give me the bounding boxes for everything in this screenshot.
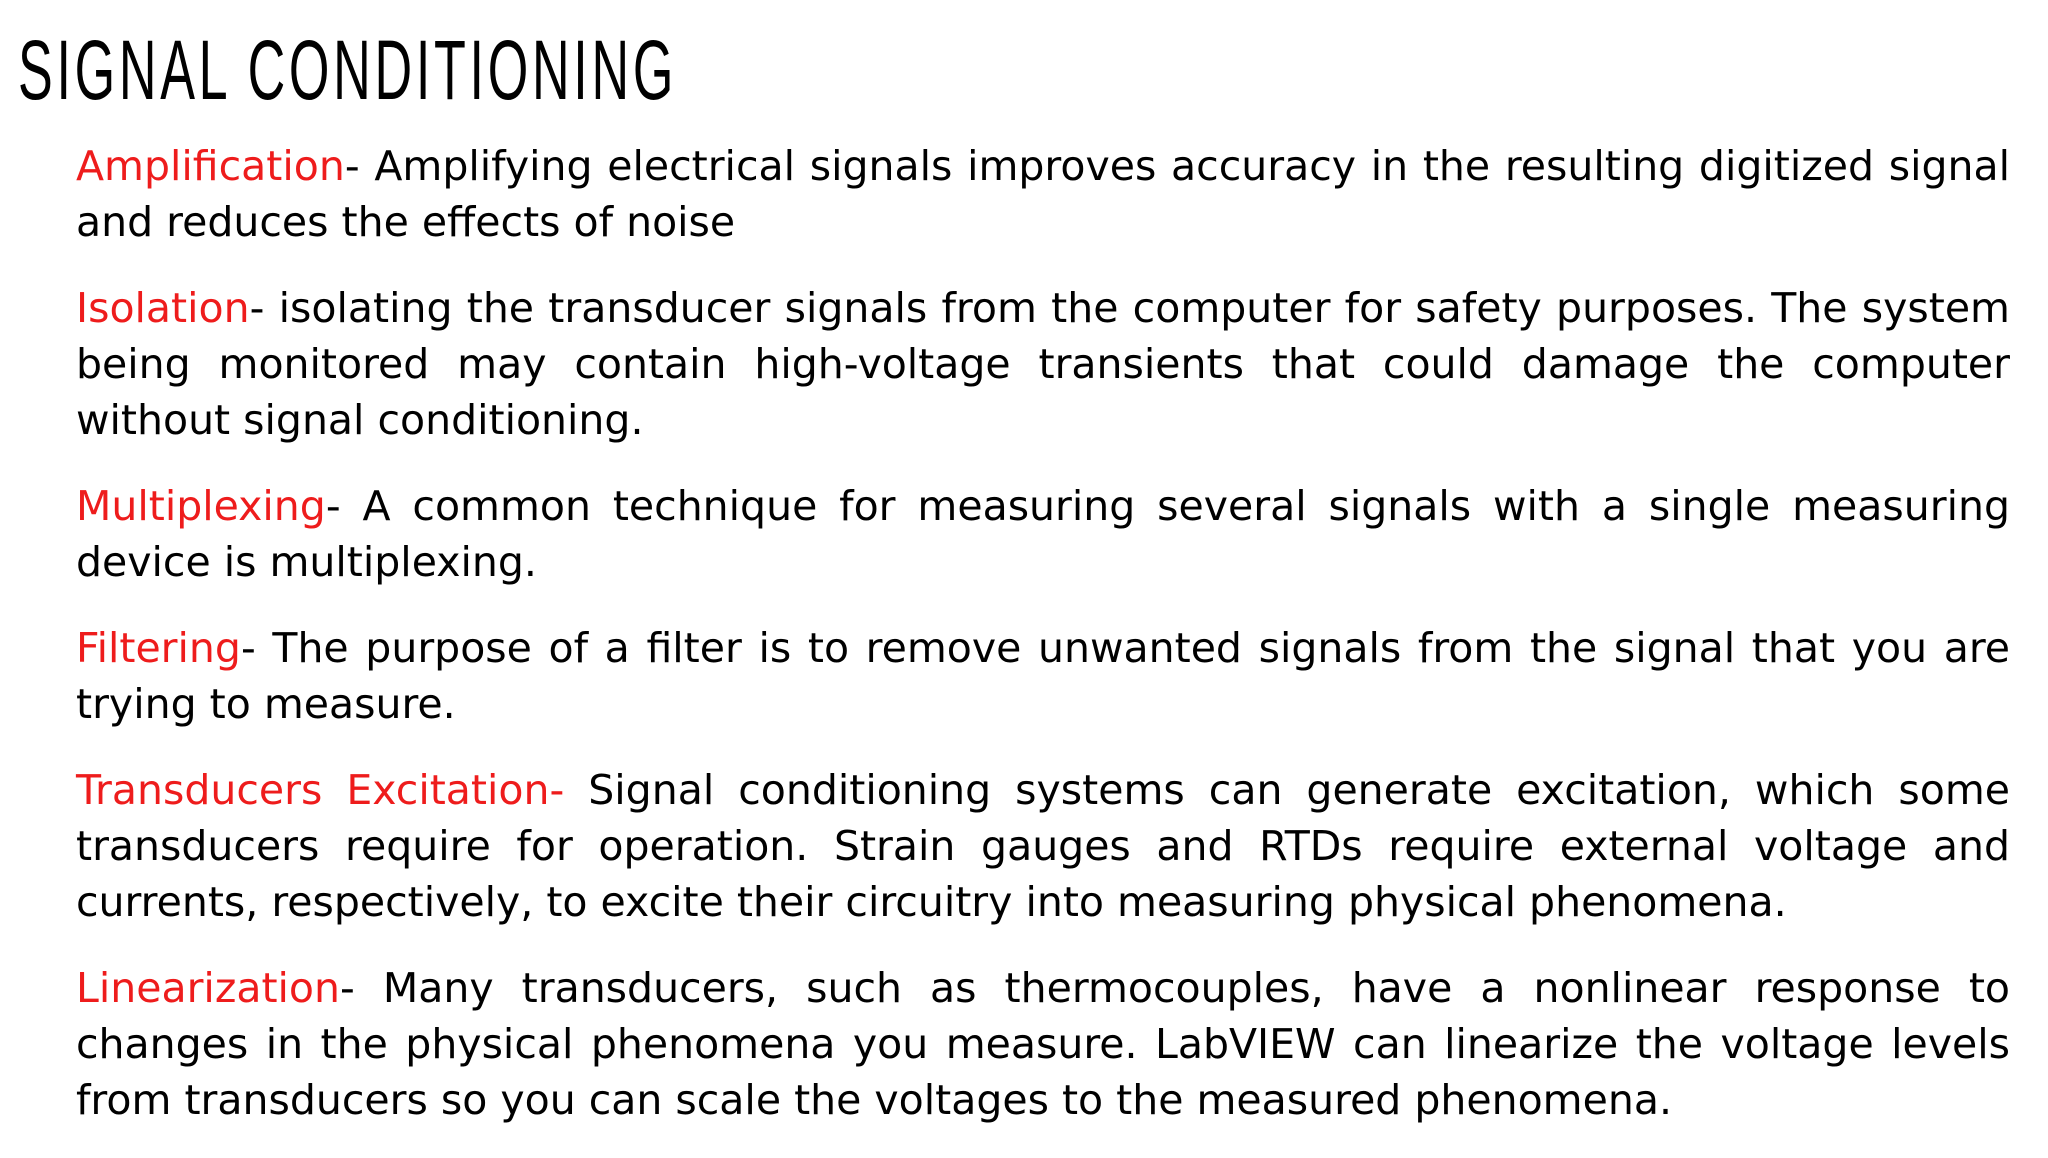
term-separator: - <box>325 482 363 530</box>
term-label: Amplification <box>76 142 345 190</box>
list-item-multiplexing <box>76 478 2010 590</box>
list-item-filtering <box>76 620 2010 732</box>
list-item-isolation <box>76 280 2010 448</box>
term-label: Transducers Excitation- <box>76 766 589 814</box>
term-label: Filtering <box>76 624 241 672</box>
item-description: Signal conditioning systems can generate excitation, which some transducers require for operation. Strain gauges and RTDs require external voltage and currents, respectively, to excite their circuitry into measuring physical phenomena. <box>76 766 2010 926</box>
item-description: The purpose of a filter is to remove unwanted signals from the signal that you are trying to measure. <box>76 624 2011 728</box>
list-item-transducers-excitation <box>76 762 2010 930</box>
term-label: Multiplexing <box>76 482 326 530</box>
slide-title: SIGNAL CONDITIONING <box>18 23 678 117</box>
term-separator: - <box>240 624 273 672</box>
item-description: Many transducers, such as thermocouples, have a nonlinear response to changes in the physical phenomena you measure. LabVIEW can linearize the voltage levels from transducers so you can scale the voltages to the measured phenomena. <box>76 964 2010 1124</box>
term-separator: - <box>340 964 383 1012</box>
item-description: A common technique for measuring several signals with a single measuring device is multiplexing. <box>76 482 2011 586</box>
term-separator: - <box>249 284 279 332</box>
list-item-linearization <box>76 960 2010 1128</box>
term-label: Isolation <box>76 284 250 332</box>
item-description: Amplifying electrical signals improves accuracy in the resulting digitized signal and reduces the effects of noise <box>76 142 2010 246</box>
content-list <box>76 138 2010 1158</box>
list-item-amplification <box>76 138 2010 250</box>
term-separator: - <box>344 142 375 190</box>
term-label: Linearization <box>76 964 340 1012</box>
item-description: isolating the transducer signals from the computer for safety purposes. The system being monitored may contain high-voltage transients that could damage the computer without signal conditioning. <box>76 284 2010 444</box>
